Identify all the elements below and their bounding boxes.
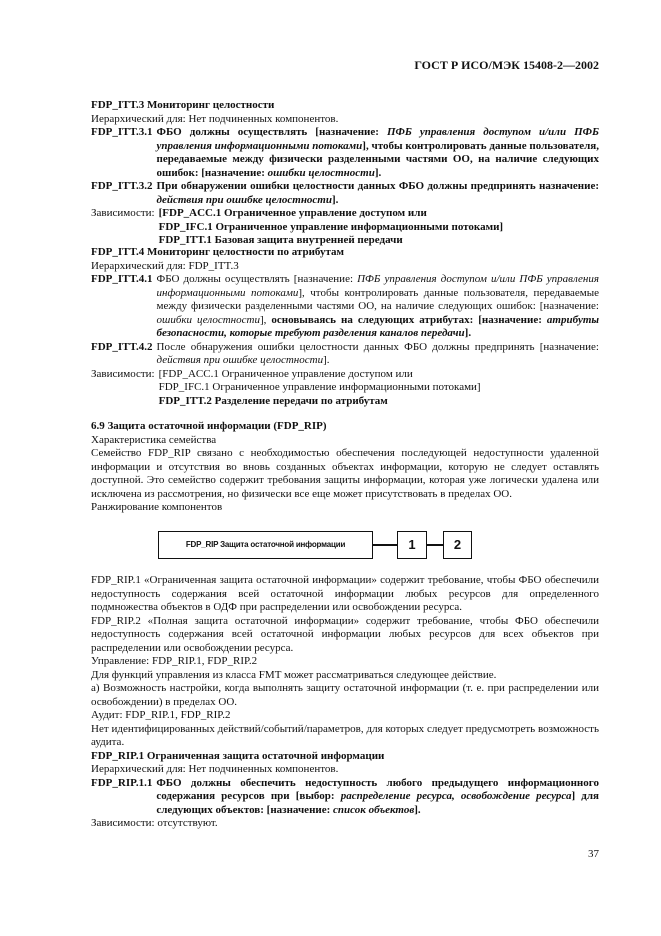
section-title: 6.9 Защита остаточной информации (FDP_RIP) (91, 420, 327, 432)
itt3-section (91, 99, 599, 248)
element-code: FDP_ITT.4.2 (91, 340, 153, 353)
rip1-element-1: FDP_RIP.1.1 ФБО должны обеспечить недоступность любого предыдущего информационного содержания ресурсов при [выбор: распределение ресурса, освобождение ресурса] для следующих объектов: [назначение: список объектов]. (91, 776, 599, 816)
itt3-element-1: FDP_ITT.3.1 ФБО должны осуществлять [назначение: ПФБ управления доступом и/или ПФБ управления информационными потоками], чтобы контролировать данные пользователя, передаваемые между физически разделенными частями ОО, на наличие следующих ошибок: [назначение: ошибки целостности]. (91, 126, 600, 179)
management-line: Управление: FDP_RIP.1, FDP_RIP.2 (91, 655, 258, 667)
connector-line (373, 544, 397, 546)
characteristic-text: Семейство FDP_RIP связано с необходимостью обеспечения последующей недоступности удаленной информации и отсутствия во вновь созданных объектах информации, которую не следует оставлять доступной. Это семейство содержит требования защиты информации, которая уже логически удалена или исключена из рассмотрения, но физически все еще может присутствовать в пределах ОО. (91, 447, 599, 500)
page-number: 37 (588, 848, 599, 860)
element-code: FDP_ITT.3.2 (91, 180, 153, 192)
itt4-title: FDP_ITT.4 Мониторинг целостности по атрибутам (91, 246, 345, 258)
rip1-hierarchical: Иерархический для: Нет подчиненных компонентов. (91, 763, 339, 775)
ranking-title: Ранжирование компонентов (91, 501, 223, 513)
element-code: FDP_ITT.4.1 (91, 273, 153, 285)
itt4-element-2: FDP_ITT.4.2 После обнаружения ошибки целостности данных ФБО должны предпринять [назначение: действия при ошибке целостности]. (91, 340, 599, 366)
component-box-2: 2 (443, 531, 472, 559)
element-code: FDP_RIP.1.1 (91, 776, 153, 789)
rip1-title: FDP_RIP.1 Ограниченная защита остаточной информации (91, 749, 385, 762)
itt3-dependencies: Зависимости: [FDP_ACC.1 Ограниченное управление доступом или FDP_IFC.1 Ограниченное управление информационными потоками] FDP_ITT.1 Базовая защита внутренней передачи (91, 207, 504, 246)
itt3-hierarchical: Иерархический для: Нет подчиненных компонентов. (91, 112, 339, 125)
family-box: FDP_RIP Защита остаточной информации (158, 531, 373, 559)
element-code: FDP_ITT.3.1 (91, 126, 153, 138)
fmt-item-a: а) Возможность настройки, когда выполнять защиту остаточной информации (т. е. при распределении или освобождении) в пределах ОО. (91, 682, 599, 708)
itt4-section (91, 246, 599, 408)
standard-header: ГОСТ Р ИСО/МЭК 15408-2—2002 (414, 58, 599, 72)
itt4-element-1: FDP_ITT.4.1 ФБО должны осуществлять [назначение: ПФБ управления доступом и/или ПФБ управления информационными потоками], чтобы контролировать данные пользователя, передаваемые между физически разделенными частями ОО, на наличие следующих ошибок: [назначение: ошибки целостности], основываясь на следующих атрибутах: [назначение: атрибуты безопасности, которые требуют разделения каналов передачи]. (91, 273, 600, 339)
connector-line (427, 544, 443, 546)
ranking-diagram (0, 528, 661, 562)
component-box-1: 1 (397, 531, 427, 559)
rip-body (91, 574, 599, 831)
characteristic-title: Характеристика семейства (91, 433, 217, 446)
itt4-dependencies: Зависимости: [FDP_ACC.1 Ограниченное управление доступом или FDP_IFC.1 Ограниченное управление информационными потоками] FDP_ITT.2 Разделение передачи по атрибутам (91, 367, 481, 407)
audit-line: Аудит: FDP_RIP.1, FDP_RIP.2 (91, 709, 231, 721)
itt3-title: FDP_ITT.3 Мониторинг целостности (91, 99, 275, 111)
rip-section (91, 420, 599, 515)
rip1-description: FDP_RIP.1 «Ограниченная защита остаточной информации» содержит требование, чтобы ФБО обеспечили недоступность содержания всей остаточной информации любых ресурсов для определенного подмножества объектов в ОДФ при распределении или освобождении ресурса. (91, 574, 599, 613)
itt3-element-2: FDP_ITT.3.2 При обнаружении ошибки целостности данных ФБО должны предпринять назначение: действия при ошибке целостности]. (91, 180, 599, 206)
fmt-line: Для функций управления из класса FMT может рассматриваться следующее действие. (91, 668, 497, 681)
rip1-dependencies: Зависимости: отсутствуют. (91, 817, 218, 829)
rip2-description: FDP_RIP.2 «Полная защита остаточной информации» содержит требование, чтобы ФБО обеспечили недоступность содержания всей остаточной информации любых ресурсов для всех объектов при распределении или освобождении ресурса. (91, 614, 599, 654)
itt4-hierarchical: Иерархический для: FDP_ITT.3 (91, 259, 239, 272)
audit-text: Нет идентифицированных действий/событий/параметров, для которых следует предусмотреть возможность аудита. (91, 722, 599, 748)
